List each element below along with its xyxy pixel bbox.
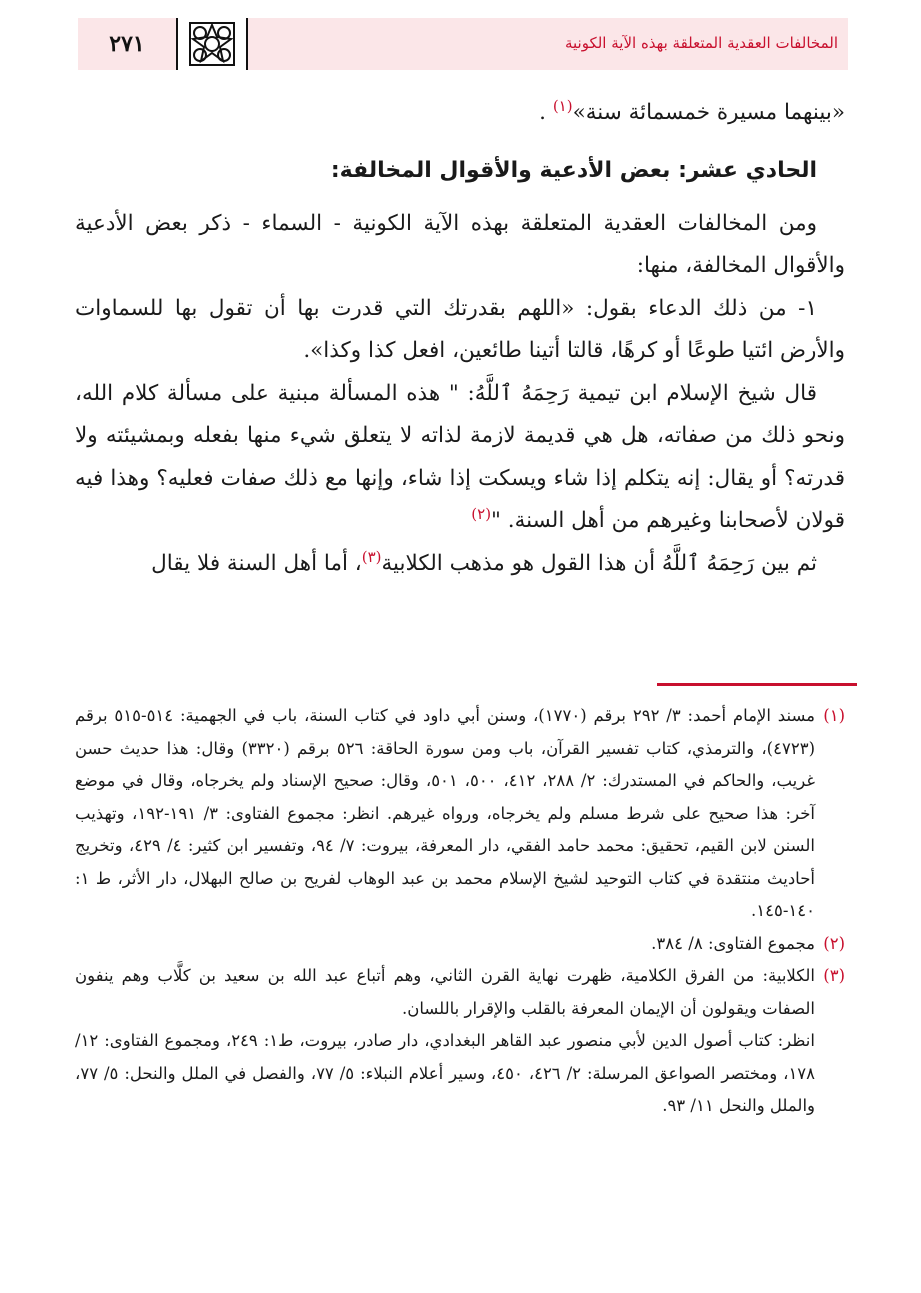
footnote-separator xyxy=(657,683,857,686)
dua-item-1: ١- من ذلك الدعاء بقول: «اللهم بقدرتك التي قدرت بها أن تقول بها للسماوات والأرض ائتيا طوعًا أو كرهًا، قالتا أتينا طائعين، افعل كذا وكذا». xyxy=(75,295,845,363)
footnote-text: انظر: كتاب أصول الدين لأبي منصور عبد القاهر البغدادي، دار صادر، بيروت، ط١: ٢٤٩، ومجموع الفتاوى: ١٢/ ١٧٨، ومختصر الصواعق المرسلة: ٢/ ٤٢٦، ٤٥٠، وسير أعلام النبلاء: ٥/ ٧٧، والفصل في الملل والنحل: ٥/ ٧٧، والملل والنحل ١١/ ٩٣. xyxy=(75,1031,816,1115)
running-title: المخالفات العقدية المتعلقة بهذه الآية الكونية xyxy=(564,34,838,52)
page-number: ٢٧١ xyxy=(109,31,145,57)
footnote-ref-1[interactable]: (١) xyxy=(552,96,573,115)
footnote-text: مجموع الفتاوى: ٨/ ٣٨٤. xyxy=(651,933,815,953)
kullabiyya-paragraph: ثم بين رَحِمَهُ ٱللَّهُ أن هذا القول هو مذهب الكلابية$^{(٣)}$، أما أهل السنة فلا يقال xyxy=(151,547,817,576)
footnote-number: (١) xyxy=(823,706,845,725)
footnotes xyxy=(75,700,845,1123)
footnote-text: مسند الإمام أحمد: ٣/ ٢٩٢ برقم (١٧٧٠)، وسنن أبي داود في كتاب السنة، باب في الجهمية: ٥١٤-٥١٥ برقم (٤٧٢٣)، والترمذي، كتاب تفسير القرآن، باب ومن سورة الحاقة: ٥٢٦ برقم (٣٣٢٠) وقال: هذا حديث حسن غريب، والحاكم في المستدرك: ٢/ ٢٨٨، ٤١٢، ٥٠٠، ٥٠١، وقال: صحيح الإسناد ولم يخرجاه، وقال في موضع آخر: هذا صحيح على شرط مسلم ولم يخرجاه، ورواه غيرهم. انظر: مجموع الفتاوى: ٣/ ١٩١-١٩٢، وتهذيب السنن لابن القيم، تحقيق: محمد حامد الفقي، دار المعرفة، بيروت: ٧/ ٩٤، وتفسير ابن كثير: ٤/ ٤٢٩، وتخريج أحاديث منتقدة في كتاب التوحيد لشيخ الإسلام محمد بن عبد الوهاب لفريح بن صالح البهلال، دار الأثر، ط ١: ١٤٠-١٤٥. xyxy=(75,706,815,920)
intro-paragraph: ومن المخالفات العقدية المتعلقة بهذه الآية الكونية - السماء - ذكر بعض الأدعية والأقوال المخالفة، منها: xyxy=(75,210,845,278)
footnote-ref-2[interactable]: (٢) xyxy=(471,504,492,523)
ibn-taymiyyah-quote: قال شيخ الإسلام ابن تيمية رَحِمَهُ ٱللَّهُ: " هذه المسألة مبنية على مسألة كلام الله، ونحو ذلك من صفاته، هل هي قديمة لازمة لذاته لا يتعلق شيء منها بفعله وبمشيئته ولا قدرته؟ أو يقال: إنه يتكلم إذا شاء ويسكت إذا شاء، وإنها مع ذلك صفات فعليه؟ وهذا فيه قولان لأصحابنا وغيرهم من أهل السنة. "$^{(٢)}$ xyxy=(75,380,845,533)
footnote-2 xyxy=(75,928,845,961)
main-text xyxy=(75,92,845,585)
geometric-star-ornament-icon xyxy=(176,18,248,70)
footnote-1 xyxy=(75,700,845,928)
footnote-number: (٣) xyxy=(823,966,845,985)
footnote-text: الكلابية: من الفرق الكلامية، ظهرت نهاية القرن الثاني، وهم أتباع عبد الله بن سعيد بن كلَّاب وهم ينفون الصفات ويقولون أن الإيمان المعرفة بالقلب والإقرار باللسان. xyxy=(75,966,815,1018)
footnote-ref-3[interactable]: (٣) xyxy=(361,547,382,566)
footnote-3 xyxy=(75,960,845,1123)
opening-line: «بينهما مسيرة خمسمائة سنة»$^{(١)}$ . xyxy=(539,96,845,125)
running-header xyxy=(78,18,848,70)
footnote-number: (٢) xyxy=(823,933,845,953)
section-heading: الحادي عشر: بعض الأدعية والأقوال المخالفة: xyxy=(330,157,817,183)
